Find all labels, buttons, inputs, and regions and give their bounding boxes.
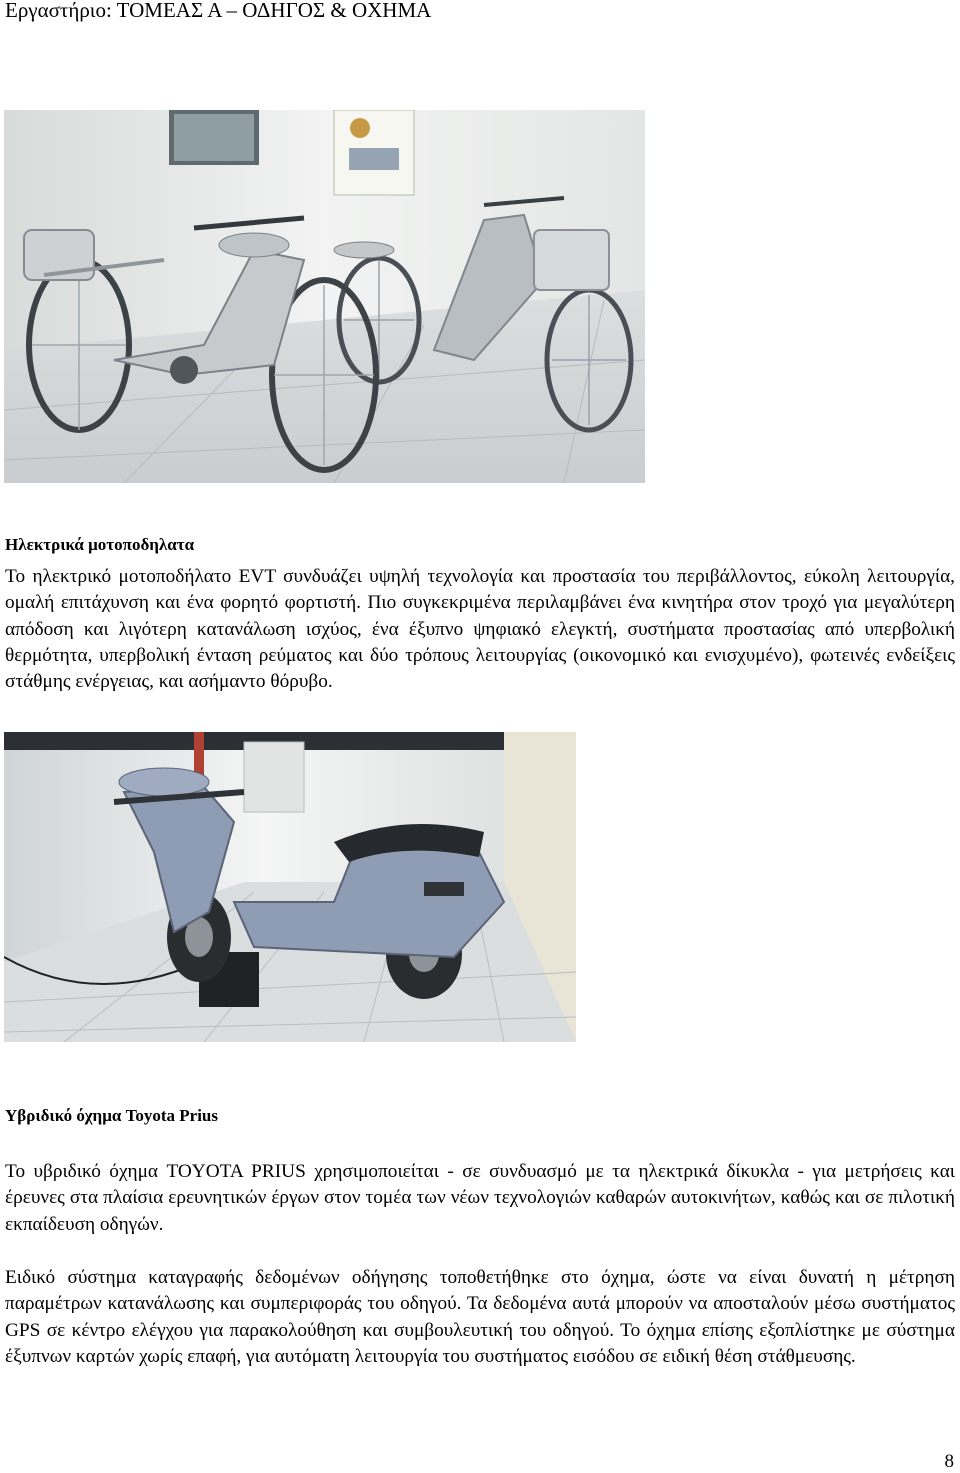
paragraph-electric-bikes: Το ηλεκτρικό μοτοποδήλατο EVT συνδυάζει υψηλή τεχνολογία και προστασία του περιβάλλοντος, εύκολη λειτουργία, ομαλή επιτάχυνση και ένα φορητό φορτιστή. Πιο συγκεκριμένα περιλαμβάνει ένα κινητήρα στον τροχό για μεγαλύτερη απόδοση και λιγότερη κατανάλωση ισχύος, ένα έξυπνο ψηφιακό ελεγκτή, συστήματα προστασίας από υπερβολική θερμότητα, υπερβολική ένταση ρεύματος και δύο τρόπους λειτουργίας (οικονομικό και ενισχυμένο), φωτεινές ενδείξεις στάθμης ενέργειας, και ασήμαντο θόρυβο. — [5, 566, 955, 693]
electric-bicycles-illustration — [4, 110, 645, 483]
running-header: Εργαστήριο: ΤΟΜΕΑΣ Α – ΟΔΗΓΟΣ & ΟΧΗΜΑ — [5, 0, 432, 22]
paragraph-prius-data-system: Ειδικό σύστημα καταγραφής δεδομένων οδήγησης τοποθετήθηκε στο όχημα, ώστε να είναι δυνατή η μέτρηση παραμέτρων κατανάλωσης και συμπεριφοράς του οδηγού. Τα δεδομένα αυτά μπορούν να αποσταλούν μέσω συστήματος GPS σε κέντρο ελέγχου για παρακολούθηση και συμβουλευτική του οδηγού. Το όχημα επίσης εξοπλίστηκε με σύστημα έξυπνων καρτών χωρίς επαφή, για αυτόματη λειτουργία του συστήματος εισόδου σε ειδική θέση στάθμευσης. — [5, 1267, 955, 1367]
section-heading-electric-bikes: Ηλεκτρικά μοτοποδηλατα — [5, 535, 195, 554]
electric-bicycles-photo — [4, 110, 645, 483]
electric-scooter-photo — [4, 732, 576, 1042]
electric-scooter-illustration — [4, 732, 576, 1042]
page-number: 8 — [944, 1451, 954, 1472]
section-heading-toyota-prius: Υβριδικό όχημα Toyota Prius — [5, 1106, 218, 1125]
paragraph-prius-usage: Το υβριδικό όχημα TOYOTA PRIUS χρησιμοποιείται - σε συνδυασμό με τα ηλεκτρικά δίκυκλα - για μετρήσεις και έρευνες στα πλαίσια ερευνητικών έργων στον τομέα των νέων τεχνολογιών καθαρών αυτοκινήτων, καθώς και σε πιλοτική εκπαίδευση οδηγών. — [5, 1161, 955, 1235]
